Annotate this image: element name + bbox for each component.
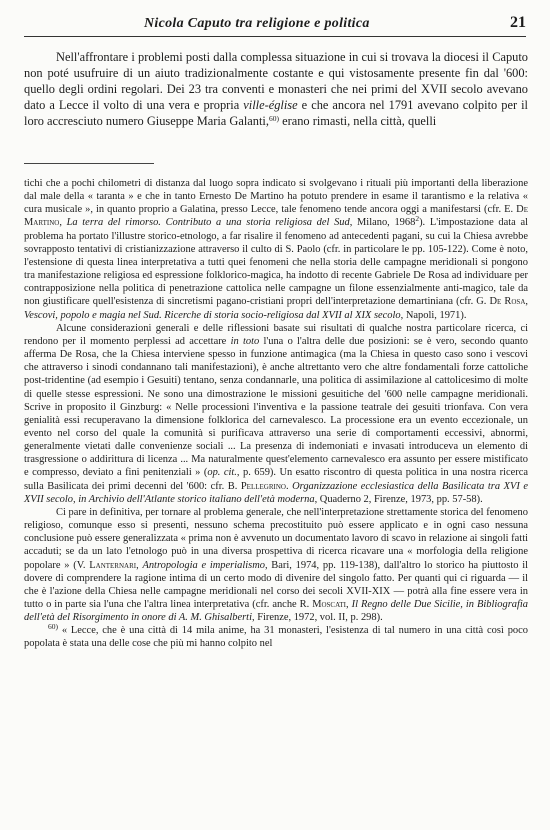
footnote-60 — [24, 624, 528, 650]
author-name: De Martino — [24, 204, 528, 229]
text-run: , Quaderno 2, Firenze, 1973, pp. 57-58). — [314, 493, 483, 505]
author-name: Pellegrino — [240, 480, 286, 492]
text-run: erano rimasti, nella città, quelli — [278, 113, 437, 128]
italic-text: Antropologia e imperialismo — [142, 559, 265, 571]
text-run: , — [346, 599, 352, 610]
italic-text: op. cit. — [207, 467, 237, 479]
text-run: . — [285, 480, 293, 492]
main-text — [24, 50, 528, 130]
text-run: , Milano, 1968 — [349, 217, 416, 229]
running-head — [24, 14, 526, 37]
footnote-separator — [24, 163, 154, 164]
text-run: « Lecce, che è una città di 14 mila anime, ha 31 monasteri, l'esistenza di tal numero in una città così poco popolata è stata una delle cose che più mi hanno colpito nel — [24, 625, 528, 650]
author-name: De Rosa — [489, 296, 526, 308]
author-name: Moscati — [312, 599, 346, 610]
footnote-paragraph — [24, 177, 528, 322]
text-run: Ci pare in definitiva, per tornare al problema generale, che nell'interpretazione strettamente storica del fenomeno religioso, comunque esso si presenti, nessuno schema precostituito può essere applicato e in ogni caso nessuna conclusione può essere generalizzata « prima non è avvenuto un documentato lavoro di scavo in relazione ai singoli fatti accaduti; se da un lato l'etnologo può in una diversa prospettiva di ricerca ricavare una « morfologia della religione popolare » (V. — [24, 506, 528, 571]
text-run: tichi che a pochi chilometri di distanza dal luogo sopra indicato si svolgevano i rituali più importanti della liberazione dal male della « taranta » e che in tanto Ernesto De Martino ha potuto prendere in esame il tarantismo e la relativa « cura musicale », in quanto proprio a Galatina, presso Lecce, tale fenomeno tende ancora oggi a manifestarsi (cfr. E. — [24, 178, 528, 216]
footnote-paragraph — [24, 322, 528, 506]
text-run: , Napoli, 1971). — [400, 309, 467, 321]
italic-text: Organizzazione ecclesiastica della Basilicata tra XVI e XVII secolo, in Archivio dell'Atlante storico italiano dell'età moderna — [24, 480, 529, 505]
main-paragraph — [24, 50, 528, 130]
footnote-marker: 60) — [48, 622, 58, 632]
text-run: , — [136, 559, 143, 571]
italic-text: ville-église — [243, 97, 298, 112]
text-run: , Firenze, 1972, vol. II, p. 298). — [251, 612, 383, 624]
author-name: Lanternari — [89, 559, 137, 571]
text-run: Nell'affrontare i problemi posti dalla complessa situazione in cui si trovava la diocesi il Caputo non poté usufruire di un aiuto tradizionalmente costante e qui vistosamente presente fin dal '600: quello degli ordini regolari. Dei 23 tra conventi e monasteri che nei primi del XVII secolo avevano dato a Lecce il volto di una vera e propria — [24, 50, 528, 112]
italic-text: Vescovi, popolo e magia nel Sud. Ricerche di storia socio-religiosa dal XVII al XIX secolo — [24, 309, 401, 321]
footnote-marker: 60) — [268, 113, 279, 123]
text-run: ). L'impostazione data al problema ha portato l'illustre storico-etnologo, a far risalire il fenomeno ad antecedenti pagani, su cui la Chiesa avrebbe sovrapposto tentativi di cristianizzazione attraverso il culto di S. Paolo (cfr. in particolare le pp. 105-122). Come è noto, l'estensione di questa linea interpretativa a tutti quei fenomeni che nella storia delle campagne meridionali si pongono tra manifestazione religiosa ed espressione folklorico-magica, ha indotto di recente Gabriele De Rosa ad individuare per contrapposizione nella politica di penetrazione cattolica nelle campagne un filone essenzialmente anti-magico, tale da non giustificare quell'esistenza di sincretismi pagano-cristiani propri dell'interpretazione demartiniana (cfr. G. — [24, 217, 528, 308]
running-head-title: Nicola Caputo tra religione e politica — [144, 16, 370, 31]
text-run: l'una o l'altra delle due posizioni: se è vero, secondo quanto afferma De Rosa, che la Chiesa interviene spesso in funzione antimagica (ma la Chiesa in questo caso sono i vescovi che attraverso i sinodi condannano tali manifestazioni), è anche altrettanto vero che altre fondamentali forze cattoliche post-tridentine (ad esempio i Gesuiti) tentano, senza condannarle, una politica di assimilazione al cattolicesimo di molte di quelle stesse espressioni. Ne sono una dimostrazione le missioni gesuitiche del '600 nelle campagne meridionali. Scrive in proposito il Ginzburg: « Nelle processioni l'inventiva e la passione teatrale dei gesuiti trionfava. Con vera genialità essi recuperavano la dimensione folklorica del carnevalesco. La processione era un evento eccezionale, un evento nel corso del quale la comunità si purificava attraverso una serie di comportamenti eccessivi, abnormi, generalmente vietati dalle convenienze sociali ... La presenza di indemoniati e invasati introduceva un elemento di trasgressione o addirittura di licenza ... Ma naturalmente quest'elemento carnevalesco era assunto per essere mistificato e compresso, deviato a fini penitenziali » ( — [24, 335, 529, 479]
footnote-paragraph — [24, 506, 528, 624]
text-run: e che ancora nel 1791 avevano colpito per il loro accresciuto numero Giuseppe Maria Galanti, — [24, 97, 528, 128]
italic-text: Il Regno delle Due Sicilie, in Bibliografia dell'età del Risorgimento in onore di A. M. Ghisalberti — [24, 599, 529, 624]
text-run: Alcune considerazioni generali e delle riflessioni basate sui risultati di qualche nostra particolare ricerca, ci rendono per il momento perplessi ad accettare — [24, 322, 528, 347]
text-run: , Bari, 1974, pp. 119-138), dall'altro lo storico ha piuttosto il dovere di comprendere la ragione intima di un certo modo di divenire del singolo fatto. Per quanti qui ci riguarda — il che è l'azione della Chiesa nelle campagne meridionali nel corso dei secoli XVII-XIX — potrà alla fine essere vera in tutto o in parte sia l'una che l'altra linea interpretativa (cfr. anche R. — [24, 559, 529, 610]
page-number: 21 — [510, 14, 526, 31]
text-run: , — [59, 217, 67, 229]
text-run: , — [525, 296, 528, 308]
italic-text: in toto — [230, 335, 260, 347]
text-run: , p. 659). Un esatto riscontro di questa politica in una nostra ricerca sulla Basilicata dei primi decenni del '600: cfr. B. — [24, 467, 528, 492]
italic-text: La terra del rimorso. Contributo a una storia religiosa del Sud — [66, 217, 350, 229]
footnotes — [24, 177, 528, 651]
footnote-marker: 2 — [415, 214, 420, 224]
